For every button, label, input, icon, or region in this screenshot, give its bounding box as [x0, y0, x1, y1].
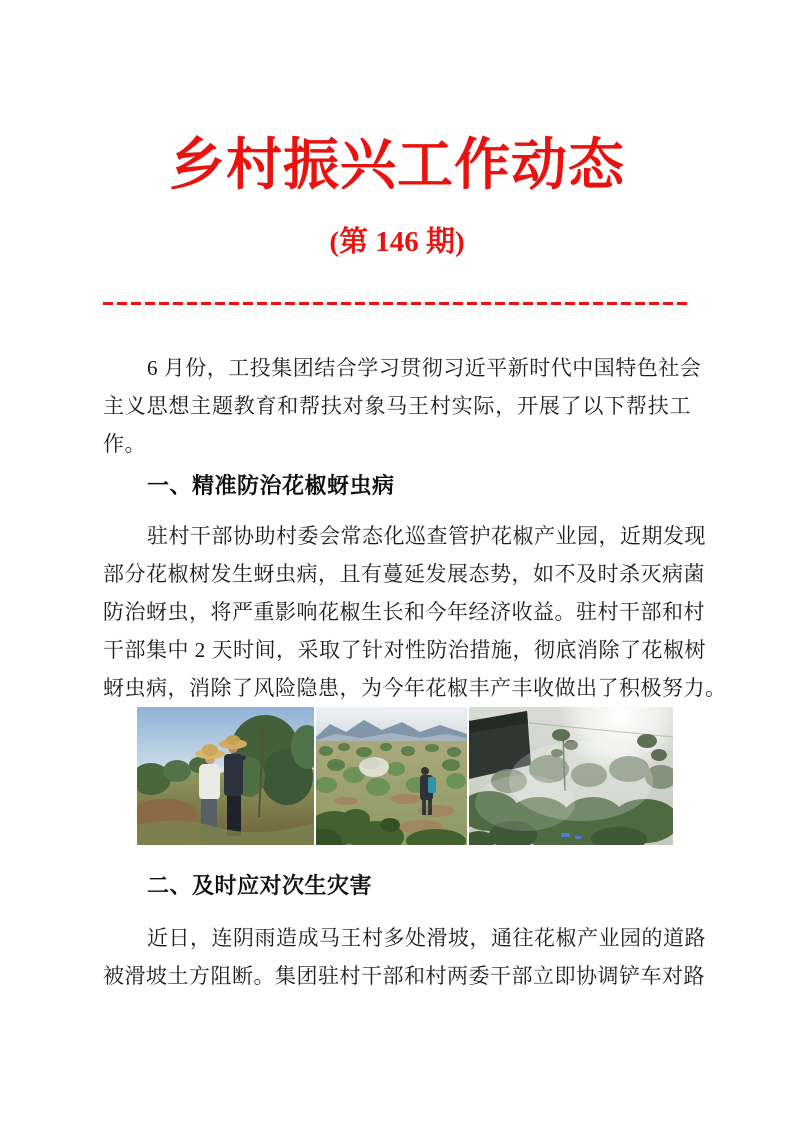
paragraph-section1 [103, 517, 727, 707]
text-line: 6 月份，工投集团结合学习贯彻习近平新时代中国特色社会 [147, 356, 702, 380]
text-line: 干部集中 2 天时间，采取了针对性防治措施，彻底消除了花椒树 [103, 638, 706, 662]
section1-heading: 一、精准防治花椒蚜虫病 [147, 473, 395, 498]
text-line: 驻村干部协助村委会常态化巡查管护花椒产业园，近期发现 [147, 524, 706, 548]
paragraph-intro [103, 349, 702, 463]
photo-misty-orchard [469, 707, 673, 845]
section2-heading: 二、及时应对次生灾害 [147, 873, 373, 898]
text-line: 防治蚜虫，将严重影响花椒生长和今年经济收益。驻村干部和村 [103, 600, 705, 624]
text-line: 蚜虫病，消除了风险隐患，为今年花椒丰产丰收做出了积极努力。 [103, 676, 727, 700]
text-line: 作。 [103, 432, 146, 456]
photo-strip [137, 707, 691, 845]
photo-spraying-orchard [316, 707, 467, 845]
text-line: 近日，连阴雨造成马王村多处滑坡，通往花椒产业园的道路 [147, 926, 706, 950]
photo-field-inspection [137, 707, 314, 845]
doc-issue-number: (第 146 期) [329, 226, 465, 258]
text-line: 被滑坡土方阻断。集团驻村干部和村两委干部立即协调铲车对路 [103, 964, 705, 988]
doc-title: 乡村振兴工作动态 [169, 135, 625, 197]
text-line: 主义思想主题教育和帮扶对象马王村实际，开展了以下帮扶工 [103, 394, 691, 418]
text-line: 部分花椒树发生蚜虫病，且有蔓延发展态势，如不及时杀灭病菌 [103, 562, 705, 586]
divider-dashed-line [103, 302, 691, 305]
paragraph-section2 [103, 919, 706, 995]
